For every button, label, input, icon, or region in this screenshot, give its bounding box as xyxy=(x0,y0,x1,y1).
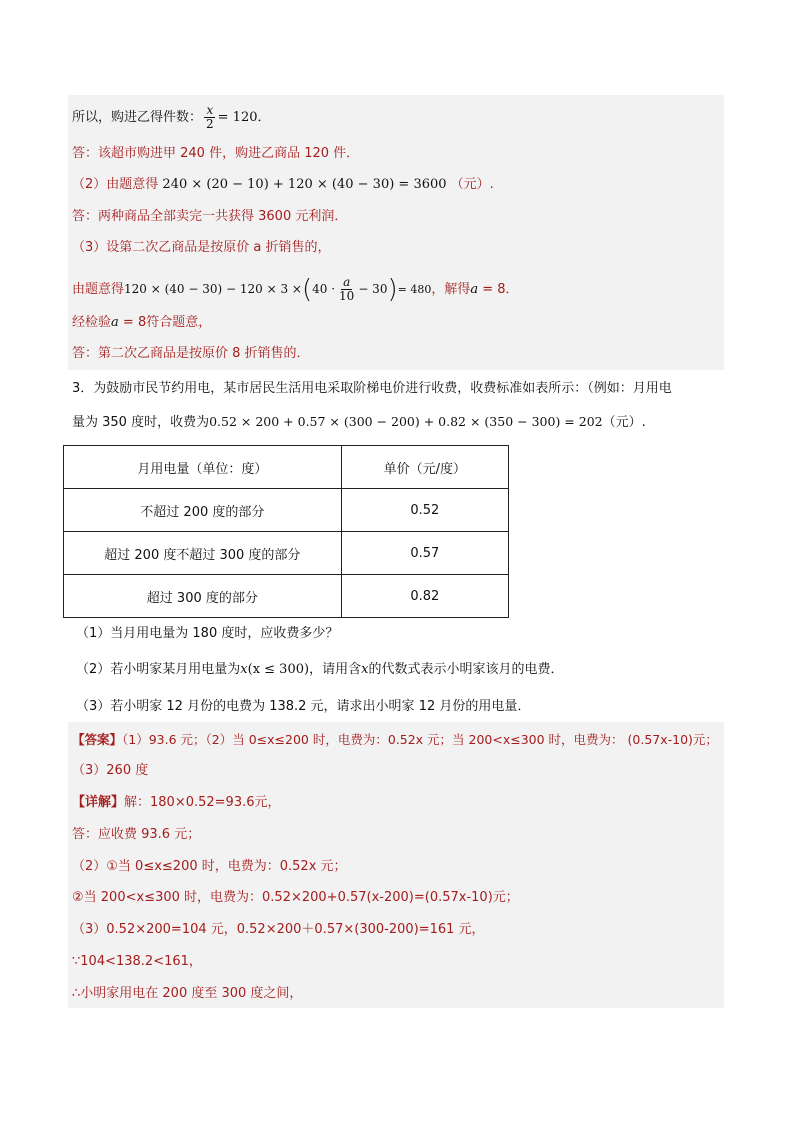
solution-line-7: 经检验a = 8符合题意， xyxy=(72,315,212,330)
solution-line-8: 答：第二次乙商品是按原价 8 折销售的． xyxy=(72,346,310,361)
table-cell-price: 0.82 xyxy=(341,575,508,618)
table-cell-price: 0.52 xyxy=(341,489,508,532)
pricing-table xyxy=(63,445,509,618)
fraction-a-over-10: $\frac{a}{10}$ xyxy=(339,275,355,303)
table-row xyxy=(64,575,509,618)
question-1: （1）当月用电量为 180 度时，应收费多少？ xyxy=(76,626,339,641)
solution-line-6: 由题意得120 × (40 − 30) − 120 × 3 ×(40 · $\frac{a}{10}$ − 30)= 480，解得a = 8． xyxy=(72,274,519,305)
solution-line-5: （3）设第二次乙商品是按原价 a 折销售的， xyxy=(72,240,331,255)
table-cell-usage: 不超过 200 度的部分 xyxy=(64,489,342,532)
table-cell-usage: 超过 200 度不超过 300 度的部分 xyxy=(64,532,342,575)
table-row xyxy=(64,489,509,532)
detail-tag: 【详解】 xyxy=(72,795,125,810)
detail-line-7: ∴小明家用电在 200 度至 300 度之间， xyxy=(72,986,303,1001)
solution-line-2: 答：该超市购进甲 240 件，购进乙商品 120 件． xyxy=(72,146,360,161)
answer-line-2: （3）260 度 xyxy=(72,763,149,778)
detail-line-3: （2）①当 0≤x≤200 时，电费为：0.52x 元； xyxy=(72,859,347,874)
question-2: （2）若小明家某月用电量为x(x ≤ 300)，请用含x的代数式表示小明家该月的电费． xyxy=(76,662,564,677)
detail-line-6: ∵104<138.2<161， xyxy=(72,954,202,969)
table-cell-usage: 超过 300 度的部分 xyxy=(64,575,342,618)
solution-line-3: （2）由题意得 240 × (20 − 10) + 120 × (40 − 30) = 3600 （元）. xyxy=(72,177,494,192)
solution-line-4: 答：两种商品全部卖完一共获得 3600 元利润． xyxy=(72,209,348,224)
detail-line-2: 答：应收费 93.6 元； xyxy=(72,827,201,842)
table-row xyxy=(64,532,509,575)
detail-line-1: 【详解】解：180×0.52=93.6元， xyxy=(72,795,281,810)
table-cell-price: 0.57 xyxy=(341,532,508,575)
answer-tag: 【答案】 xyxy=(72,732,123,747)
fraction-x-over-2: $\frac{x}{2}$ xyxy=(206,103,214,131)
answer-line-1: 【答案】（1）93.6 元；（2）当 0≤x≤200 时，电费为：0.52x 元；当 200<x≤300 时，电费为： (0.57x-10)元； xyxy=(72,732,718,747)
question-3: （3）若小明家 12 月份的电费为 138.2 元，请求出小明家 12 月份的用电量． xyxy=(76,699,531,714)
table-header-price: 单价（元/度） xyxy=(341,446,508,489)
detail-line-4: ②当 200<x≤300 时，电费为：0.52×200+0.57(x-200)=(0.57x-10)元； xyxy=(72,890,519,905)
table-header-usage: 月用电量（单位：度） xyxy=(64,446,342,489)
detail-line-5: （3）0.52×200=104 元，0.52×200＋0.57×(300-200)=161 元， xyxy=(72,922,485,937)
problem3-intro-line-1: 3．为鼓励市民节约用电，某市居民生活用电采取阶梯电价进行收费，收费标准如表所示：（例如：月用电 xyxy=(72,381,672,396)
solution-line-1: 所以，购进乙得件数： $\frac{x}{2}$ = 120． xyxy=(72,103,271,131)
problem3-intro-line-2: 量为 350 度时，收费为0.52 × 200 + 0.57 × (300 − 200) + 0.82 × (350 − 300) = 202（元）. xyxy=(72,414,646,430)
table-header-row xyxy=(64,446,509,489)
